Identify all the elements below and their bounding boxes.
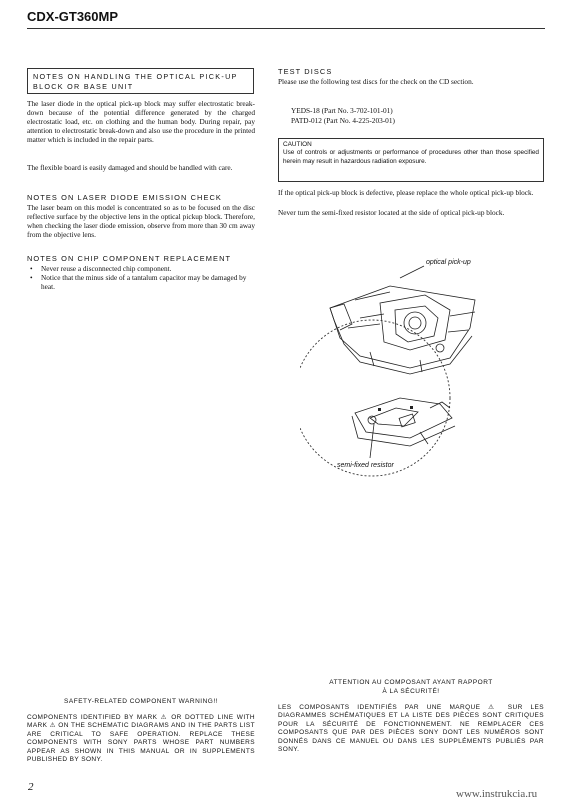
pickup-replace-paragraph: If the optical pick-up block is defective, please replace the whole optical pick-up block. bbox=[278, 188, 534, 197]
list-item: • Never reuse a disconnected chip component. bbox=[30, 264, 172, 273]
optical-pickup-label: optical pick-up bbox=[426, 259, 471, 266]
safety-warning-title-fr-2: À LA SÉCURITÉ! bbox=[382, 688, 440, 695]
page-number: 2 bbox=[28, 781, 34, 793]
handling-heading-box: NOTES ON HANDLING THE OPTICAL PICK-UP BLOCK OR BASE UNIT bbox=[27, 68, 254, 94]
caution-title: CAUTION bbox=[283, 141, 312, 148]
semi-fixed-paragraph: Never turn the semi-fixed resistor located at the side of optical pick-up block. bbox=[278, 208, 505, 217]
bullet-text: Notice that the minus side of a tantalum capacitor may be damaged by heat. bbox=[41, 273, 247, 292]
laser-emission-heading: NOTES ON LASER DIODE EMISSION CHECK bbox=[27, 193, 222, 202]
chip-replacement-heading: NOTES ON CHIP COMPONENT REPLACEMENT bbox=[27, 254, 232, 263]
safety-warning-title-fr-1: ATTENTION AU COMPOSANT AYANT RAPPORT bbox=[329, 679, 493, 686]
model-title: CDX-GT360MP bbox=[27, 9, 119, 24]
optical-pickup-diagram bbox=[300, 248, 515, 478]
handling-paragraph: The laser diode in the optical pick-up block may suffer electrostatic break-down because of the potential difference generated by the charged electrostatic load, etc. on clothing and the human body. During repair, pay attention to electrostatic break-down and also use the procedure in the printed matter which is included in the repair parts. bbox=[27, 99, 255, 145]
caution-text: Use of controls or adjustments or performance of procedures other than those specified herein may result in hazardous radiation exposure. bbox=[283, 149, 539, 165]
bullet-text: Never reuse a disconnected chip component. bbox=[41, 264, 172, 273]
safety-warning-text-fr: LES COMPOSANTS IDENTIFIÉS PAR UNE MARQUE ⚠ SUR LES DIAGRAMMES SCHÉMATIQUES ET LA LISTE DES PIÈCES SONT CRITIQUES POUR LA SÉCURITÉ DE FONCTIONNEMENT. NE REMPLACER CES COMPOSANTS QUE PAR DES PIÈCES SONY DONT LES NUMÉROS SONT DONNÉS DANS CE MANUEL OU DANS LES SUPPLÉMENTS PUBLIÉS PAR SONY. bbox=[278, 704, 544, 754]
laser-emission-paragraph: The laser beam on this model is concentrated so as to be focused on the disc reflective surface by the objective lens in the optical pickup block. Therefore, when checking the laser diode emission, observe from more than 30 cm away from the objective lens. bbox=[27, 203, 255, 240]
semi-fixed-resistor-label: semi-fixed resistor bbox=[337, 462, 394, 469]
test-discs-intro: Please use the following test discs for the check on the CD section. bbox=[278, 77, 474, 86]
header-rule bbox=[27, 28, 545, 29]
safety-warning-title: SAFETY-RELATED COMPONENT WARNING!! bbox=[64, 698, 218, 705]
test-disc-item: PATD-012 (Part No. 4-225-203-01) bbox=[291, 116, 395, 125]
flexible-board-paragraph: The flexible board is easily damaged and should be handled with care. bbox=[27, 163, 233, 172]
caution-box bbox=[278, 138, 544, 182]
test-disc-item: YEDS-18 (Part No. 3-702-101-01) bbox=[291, 106, 393, 115]
test-discs-heading: TEST DISCS bbox=[278, 67, 333, 76]
safety-warning-text: COMPONENTS IDENTIFIED BY MARK ⚠ OR DOTTED LINE WITH MARK ⚠ ON THE SCHEMATIC DIAGRAMS AND IN THE PARTS LIST ARE CRITICAL TO SAFE OPERATION. REPLACE THESE COMPONENTS WITH SONY PARTS WHOSE PART NUMBERS APPEAR AS SHOWN IN THIS MANUAL OR IN SUPPLEMENTS PUBLISHED BY SONY. bbox=[27, 714, 255, 764]
list-item: • Notice that the minus side of a tantalum capacitor may be damaged by heat. bbox=[30, 273, 254, 291]
chip-bullet-list bbox=[30, 264, 254, 291]
watermark: www.instrukcia.ru bbox=[456, 788, 538, 800]
